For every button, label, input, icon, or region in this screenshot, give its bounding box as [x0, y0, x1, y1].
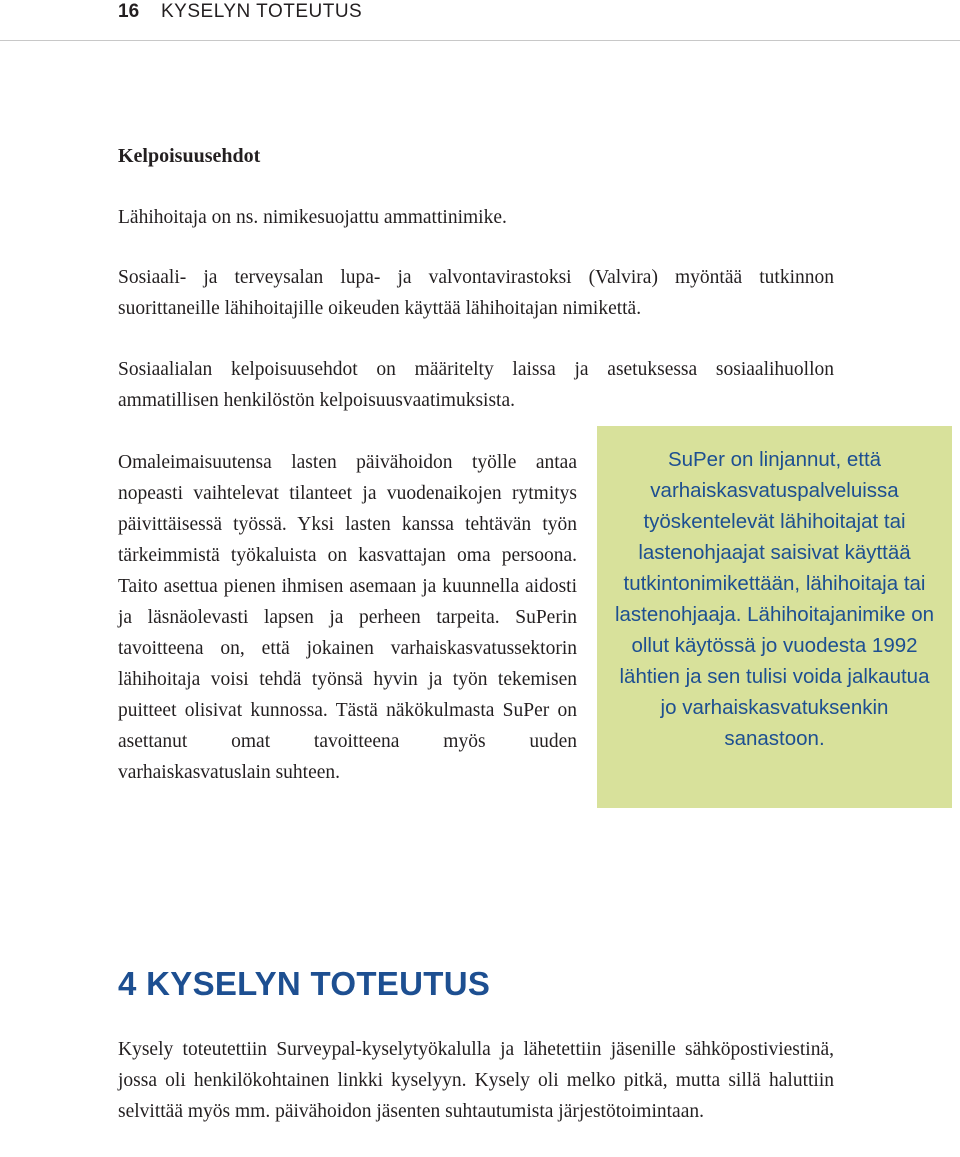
section-heading: 4 KYSELYN TOTEUTUS: [118, 965, 491, 1002]
paragraph-5: Kysely toteutettiin Surveypal-kyselytyökalulla ja lähetettiin jäsenille sähköpostiviestinä, jossa oli henkilökohtainen linkki kyselyyn. Kysely oli melko pitkä, mutta sillä haluttiin selvittää myös mm. päivähoidon jäsenten suhtautumista järjestötoimintaan.: [118, 1039, 834, 1122]
running-header-title: KYSELYN TOTEUTUS: [161, 1, 363, 22]
subheading: Kelpoisuusehdot: [118, 145, 261, 167]
page-number: 16: [118, 1, 140, 22]
paragraph-with-callout: [118, 447, 935, 814]
paragraph-4: Omaleimaisuutensa lasten päivähoidon työlle antaa nopeasti vaihtelevat tilanteet ja vuodenaikojen rytmitys päivittäisessä työssä. Yksi lasten kanssa tehtävän työn tärkeimmistä työkaluista on kasvattajan oma persoona. Taito asettua pienen ihmisen asemaan ja kuunnella aidosti ja läsnäolevasti lapsen ja perheen tarpeita. SuPerin tavoitteena on, että jokainen varhaiskasvatussektorin lähihoitaja voisi tehdä työnsä hyvin ja työn tekemisen puitteet olisivat kunnossa. Tästä näkökulmasta SuPer on asettanut omat tavoitteena myös uuden varhaiskasvatuslain suhteen.: [118, 452, 577, 783]
paragraph-3: Sosiaalialan kelpoisuusehdot on määritelty laissa ja asetuksessa sosiaalihuollon ammatillisen henkilöstön kelpoisuusvaatimuksista.: [118, 359, 834, 411]
running-header: [0, 0, 960, 41]
paragraph-1: Lähihoitaja on ns. nimikesuojattu ammattinimike.: [118, 207, 507, 228]
paragraph-2: Sosiaali- ja terveysalan lupa- ja valvontavirastoksi (Valvira) myöntää tutkinnon suorittaneille lähihoitajille oikeuden käyttää lähihoitajan nimikettä.: [118, 267, 834, 319]
callout-box: SuPer on linjannut, että varhaiskasvatuspalveluissa työskentelevät lähihoitajat tai lastenohjaajat saisivat käyttää tutkintonimikettään, lähihoitaja tai lastenohjaaja. Lähihoitajanimike on ollut käytössä jo vuodesta 1992 lähtien ja sen tulisi voida jalkautua jo varhaiskasvatuksenkin sanastoon.: [597, 426, 952, 808]
